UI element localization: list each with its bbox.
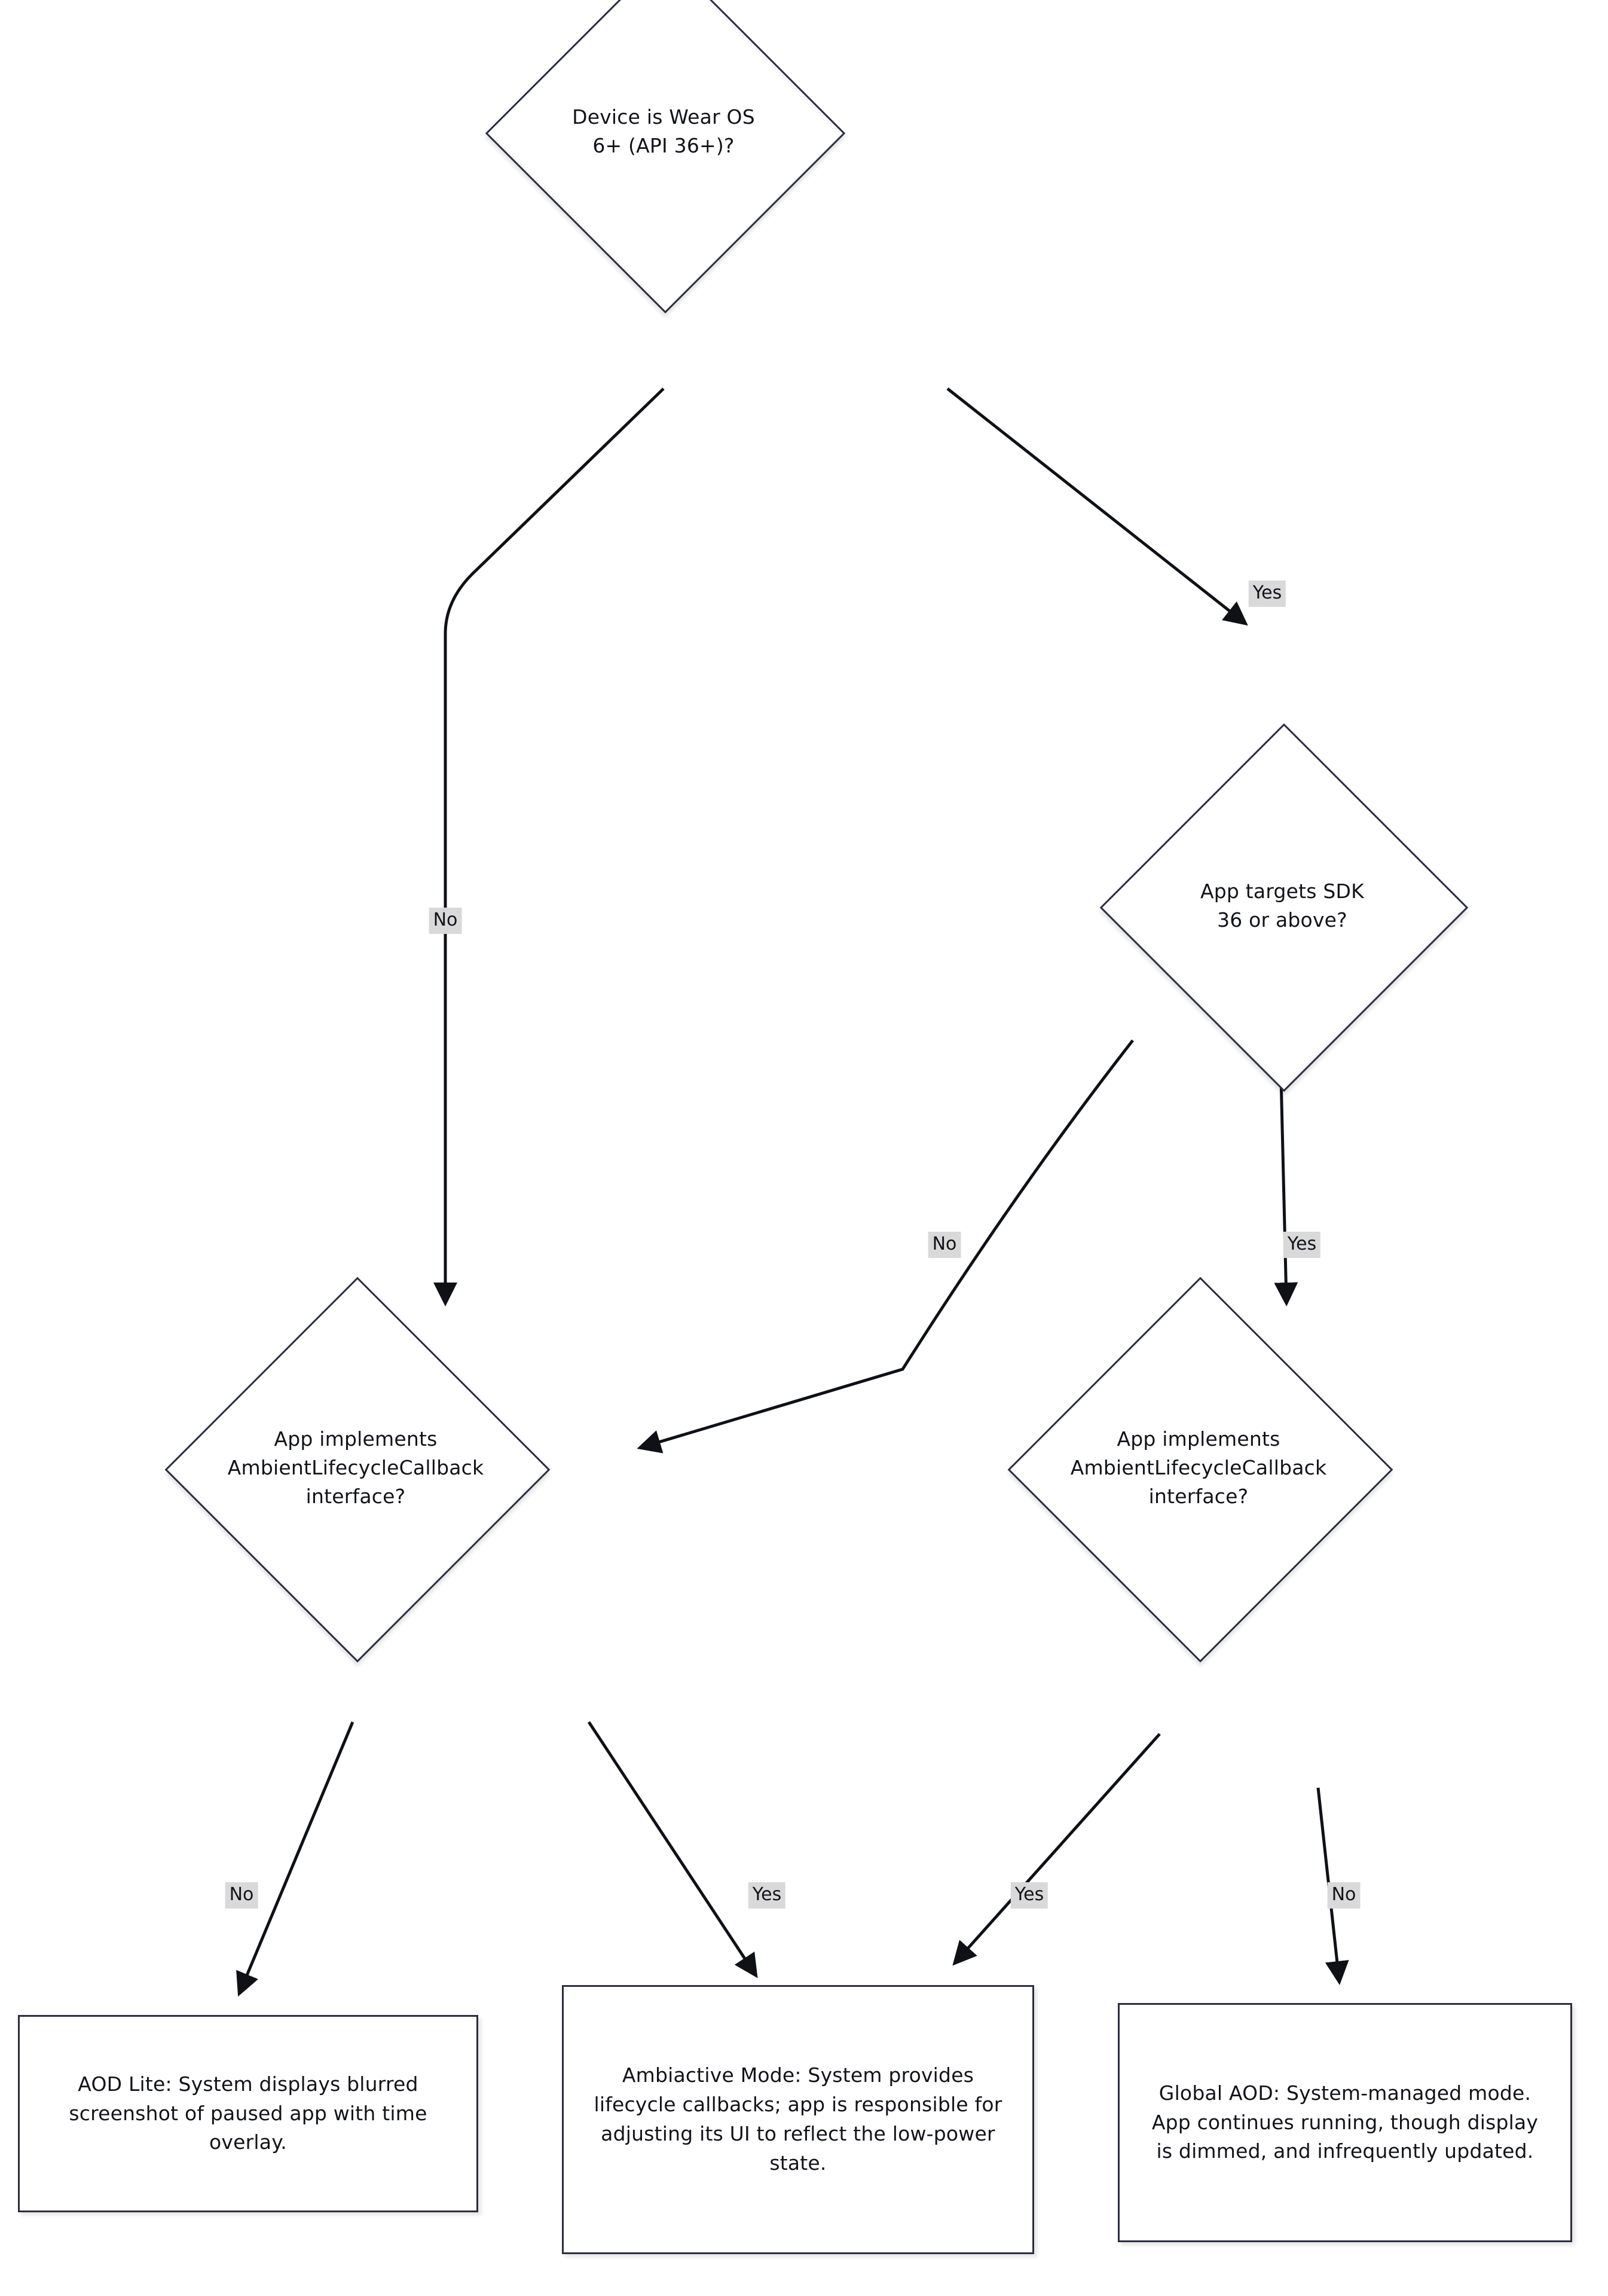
edge-label-n1-n2: Yes bbox=[1249, 581, 1286, 607]
node-label: App implements AmbientLifecycleCallback interface? bbox=[227, 1427, 484, 1508]
edge-n2-n3 bbox=[643, 1040, 1133, 1447]
node-label: Ambiactive Mode: System provides lifecycle callbacks; app is responsible for adjusting its UI to reflect the low-power state. bbox=[594, 2063, 1002, 2175]
edge-n1-n2 bbox=[947, 389, 1243, 622]
decision-node-implements-callback-left[interactable] bbox=[221, 1333, 490, 1602]
edge-n3-n6 bbox=[589, 1722, 754, 1973]
node-label: Global AOD: System-managed mode. App continues running, though display is dimmed, and infrequently updated. bbox=[1151, 2081, 1539, 2163]
edge-n4-n6 bbox=[956, 1734, 1160, 1961]
decision-node-implements-callback-right[interactable] bbox=[1064, 1333, 1333, 1602]
edge-label-n3-n6: Yes bbox=[748, 1882, 785, 1909]
edge-n1-n3 bbox=[445, 389, 664, 1300]
edge-label-n1-n3: No bbox=[429, 908, 462, 934]
outcome-node-global-aod[interactable] bbox=[1118, 2003, 1572, 2242]
edge-label-n2-n3: No bbox=[928, 1232, 961, 1258]
outcome-node-aod-lite[interactable] bbox=[18, 2015, 478, 2212]
edge-label-n4-n7: No bbox=[1328, 1882, 1361, 1909]
edge-n3-n5 bbox=[240, 1722, 353, 1991]
edge-label-n2-n4: Yes bbox=[1283, 1232, 1320, 1258]
edge-label-n3-n5: No bbox=[225, 1882, 258, 1909]
node-label: App targets SDK 36 or above? bbox=[1200, 880, 1364, 932]
decision-node-device-wear-os[interactable] bbox=[538, 6, 789, 257]
outcome-node-ambiactive-mode[interactable] bbox=[562, 1985, 1034, 2254]
node-label: AOD Lite: System displays blurred screenshot of paused app with time overlay. bbox=[69, 2072, 427, 2154]
node-label: Device is Wear OS 6+ (API 36+)? bbox=[572, 105, 755, 157]
node-label: App implements AmbientLifecycleCallback interface? bbox=[1070, 1427, 1327, 1508]
decision-node-target-sdk[interactable] bbox=[1154, 777, 1411, 1034]
edge-label-n4-n6: Yes bbox=[1011, 1882, 1048, 1909]
